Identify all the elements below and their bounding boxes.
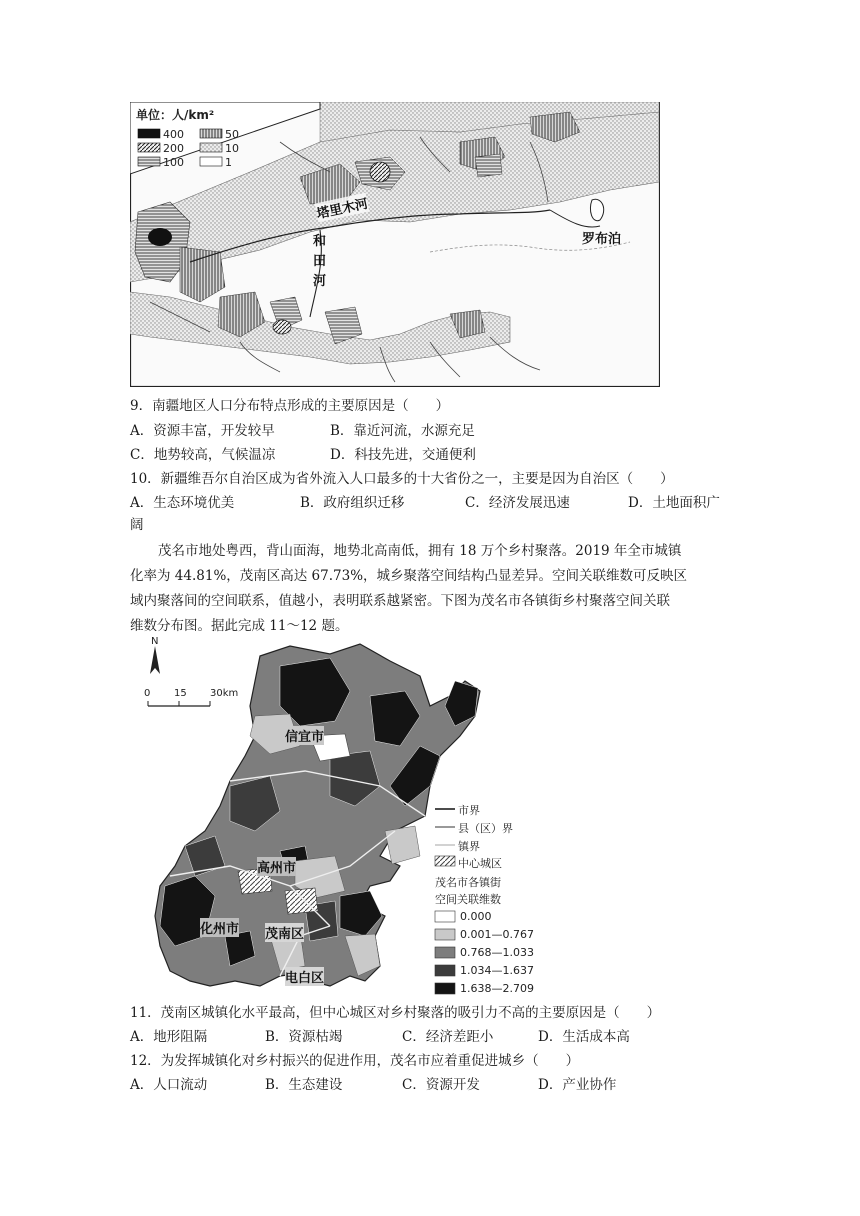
q9-option-d[interactable]: D．科技先进，交通便利 (330, 447, 476, 463)
legend-center-urban: 中心城区 (458, 857, 502, 870)
q10-option-b[interactable]: B．政府组织迁移 (300, 495, 405, 511)
q9-option-b[interactable]: B．靠近河流，水源充足 (330, 423, 475, 439)
q11-option-b[interactable]: B．资源枯竭 (265, 1029, 343, 1045)
legend-class-3: 1.034—1.637 (460, 964, 534, 977)
maonan-label: 茂南区 (265, 923, 304, 942)
passage-line-4: 维数分布图。据此完成 11～12 题。 (130, 618, 349, 634)
q11-option-a[interactable]: A．地形阻隔 (130, 1029, 208, 1045)
q9-option-c[interactable]: C．地势较高，气候温凉 (130, 447, 276, 463)
question-10-stem: 10．新疆维吾尔自治区成为省外流入人口最多的十大省份之一，主要是因为自治区（ ） (130, 471, 674, 487)
huazhou-label: 化州市 (200, 918, 239, 937)
legend-title-1: 茂名市各镇街 (435, 876, 501, 889)
scale-15: 15 (174, 688, 187, 699)
passage-line-3: 域内聚落间的空间联系，值越小，表明联系越紧密。下图为茂名市各镇街乡村聚落空间关联 (130, 593, 670, 609)
map1-legend-200: 200 (163, 142, 184, 155)
map1-legend-50: 50 (225, 128, 239, 141)
population-density-map-graphic (130, 102, 660, 387)
dianbai-label: 电白区 (285, 967, 324, 986)
legend-class-2: 0.768—1.033 (460, 946, 534, 959)
q12-option-a[interactable]: A．人口流动 (130, 1077, 208, 1093)
scale-30: 30km (210, 688, 239, 699)
map1-unit-label: 单位：人/km² (136, 108, 215, 122)
q10-option-d[interactable]: D．土地面积广 (628, 495, 720, 511)
q9-option-a[interactable]: A．资源丰富，开发较早 (130, 423, 275, 439)
map1-legend-1: 1 (225, 156, 232, 169)
xinyi-label: 信宜市 (285, 726, 324, 745)
q11-option-d[interactable]: D．生活成本高 (538, 1029, 630, 1045)
q10-option-a[interactable]: A．生态环境优美 (130, 495, 235, 511)
q10-option-c[interactable]: C．经济发展迅速 (465, 495, 570, 511)
question-9-stem: 9．南疆地区人口分布特点形成的主要原因是（ ） (130, 398, 450, 414)
map1-legend-10: 10 (225, 142, 239, 155)
map1-legend-100: 100 (163, 156, 184, 169)
legend-city-border: 市界 (458, 804, 480, 817)
passage-line-1: 茂名市地处粤西，背山面海，地势北高南低，拥有 18 万个乡村聚落。2019 年全市城镇 (158, 543, 682, 559)
population-density-map (130, 102, 660, 387)
tarim-river-label: 塔里木河 (315, 193, 370, 222)
legend-class-0: 0.000 (460, 910, 492, 923)
q12-option-d[interactable]: D．产业协作 (538, 1077, 617, 1093)
question-11-stem: 11．茂南区城镇化水平最高，但中心城区对乡村聚落的吸引力不高的主要原因是（ ） (130, 1005, 661, 1021)
maoming-map-graphic (130, 636, 560, 998)
passage-line-2: 化率为 44.81%，茂南区高达 67.73%，城乡聚落空间结构凸显差异。空间关联维数可反映区 (130, 568, 688, 584)
maoming-map (130, 636, 560, 998)
hotan-river-label-1: 和 (313, 234, 327, 249)
hotan-river-label-2: 田 (313, 254, 327, 269)
legend-town-border: 镇界 (458, 840, 480, 853)
legend-class-1: 0.001—0.767 (460, 928, 534, 941)
lop-nur-label: 罗布泊 (582, 232, 622, 247)
scale-0: 0 (144, 688, 151, 699)
question-12-stem: 12．为发挥城镇化对乡村振兴的促进作用，茂名市应着重促进城乡（ ） (130, 1053, 580, 1069)
legend-title-2: 空间关联维数 (435, 893, 501, 906)
map1-legend-400: 400 (163, 128, 184, 141)
gaozhou-label: 高州市 (257, 857, 296, 876)
q11-option-c[interactable]: C．经济差距小 (402, 1029, 494, 1045)
legend-class-4: 1.638—2.709 (460, 982, 534, 995)
q12-option-b[interactable]: B．生态建设 (265, 1077, 343, 1093)
north-label: N (151, 636, 159, 647)
q10-option-d-wrap: 阔 (130, 517, 144, 533)
q12-option-c[interactable]: C．资源开发 (402, 1077, 480, 1093)
legend-county-border: 县（区）界 (458, 822, 513, 835)
hotan-river-label-3: 河 (313, 274, 327, 289)
passage (130, 539, 730, 639)
